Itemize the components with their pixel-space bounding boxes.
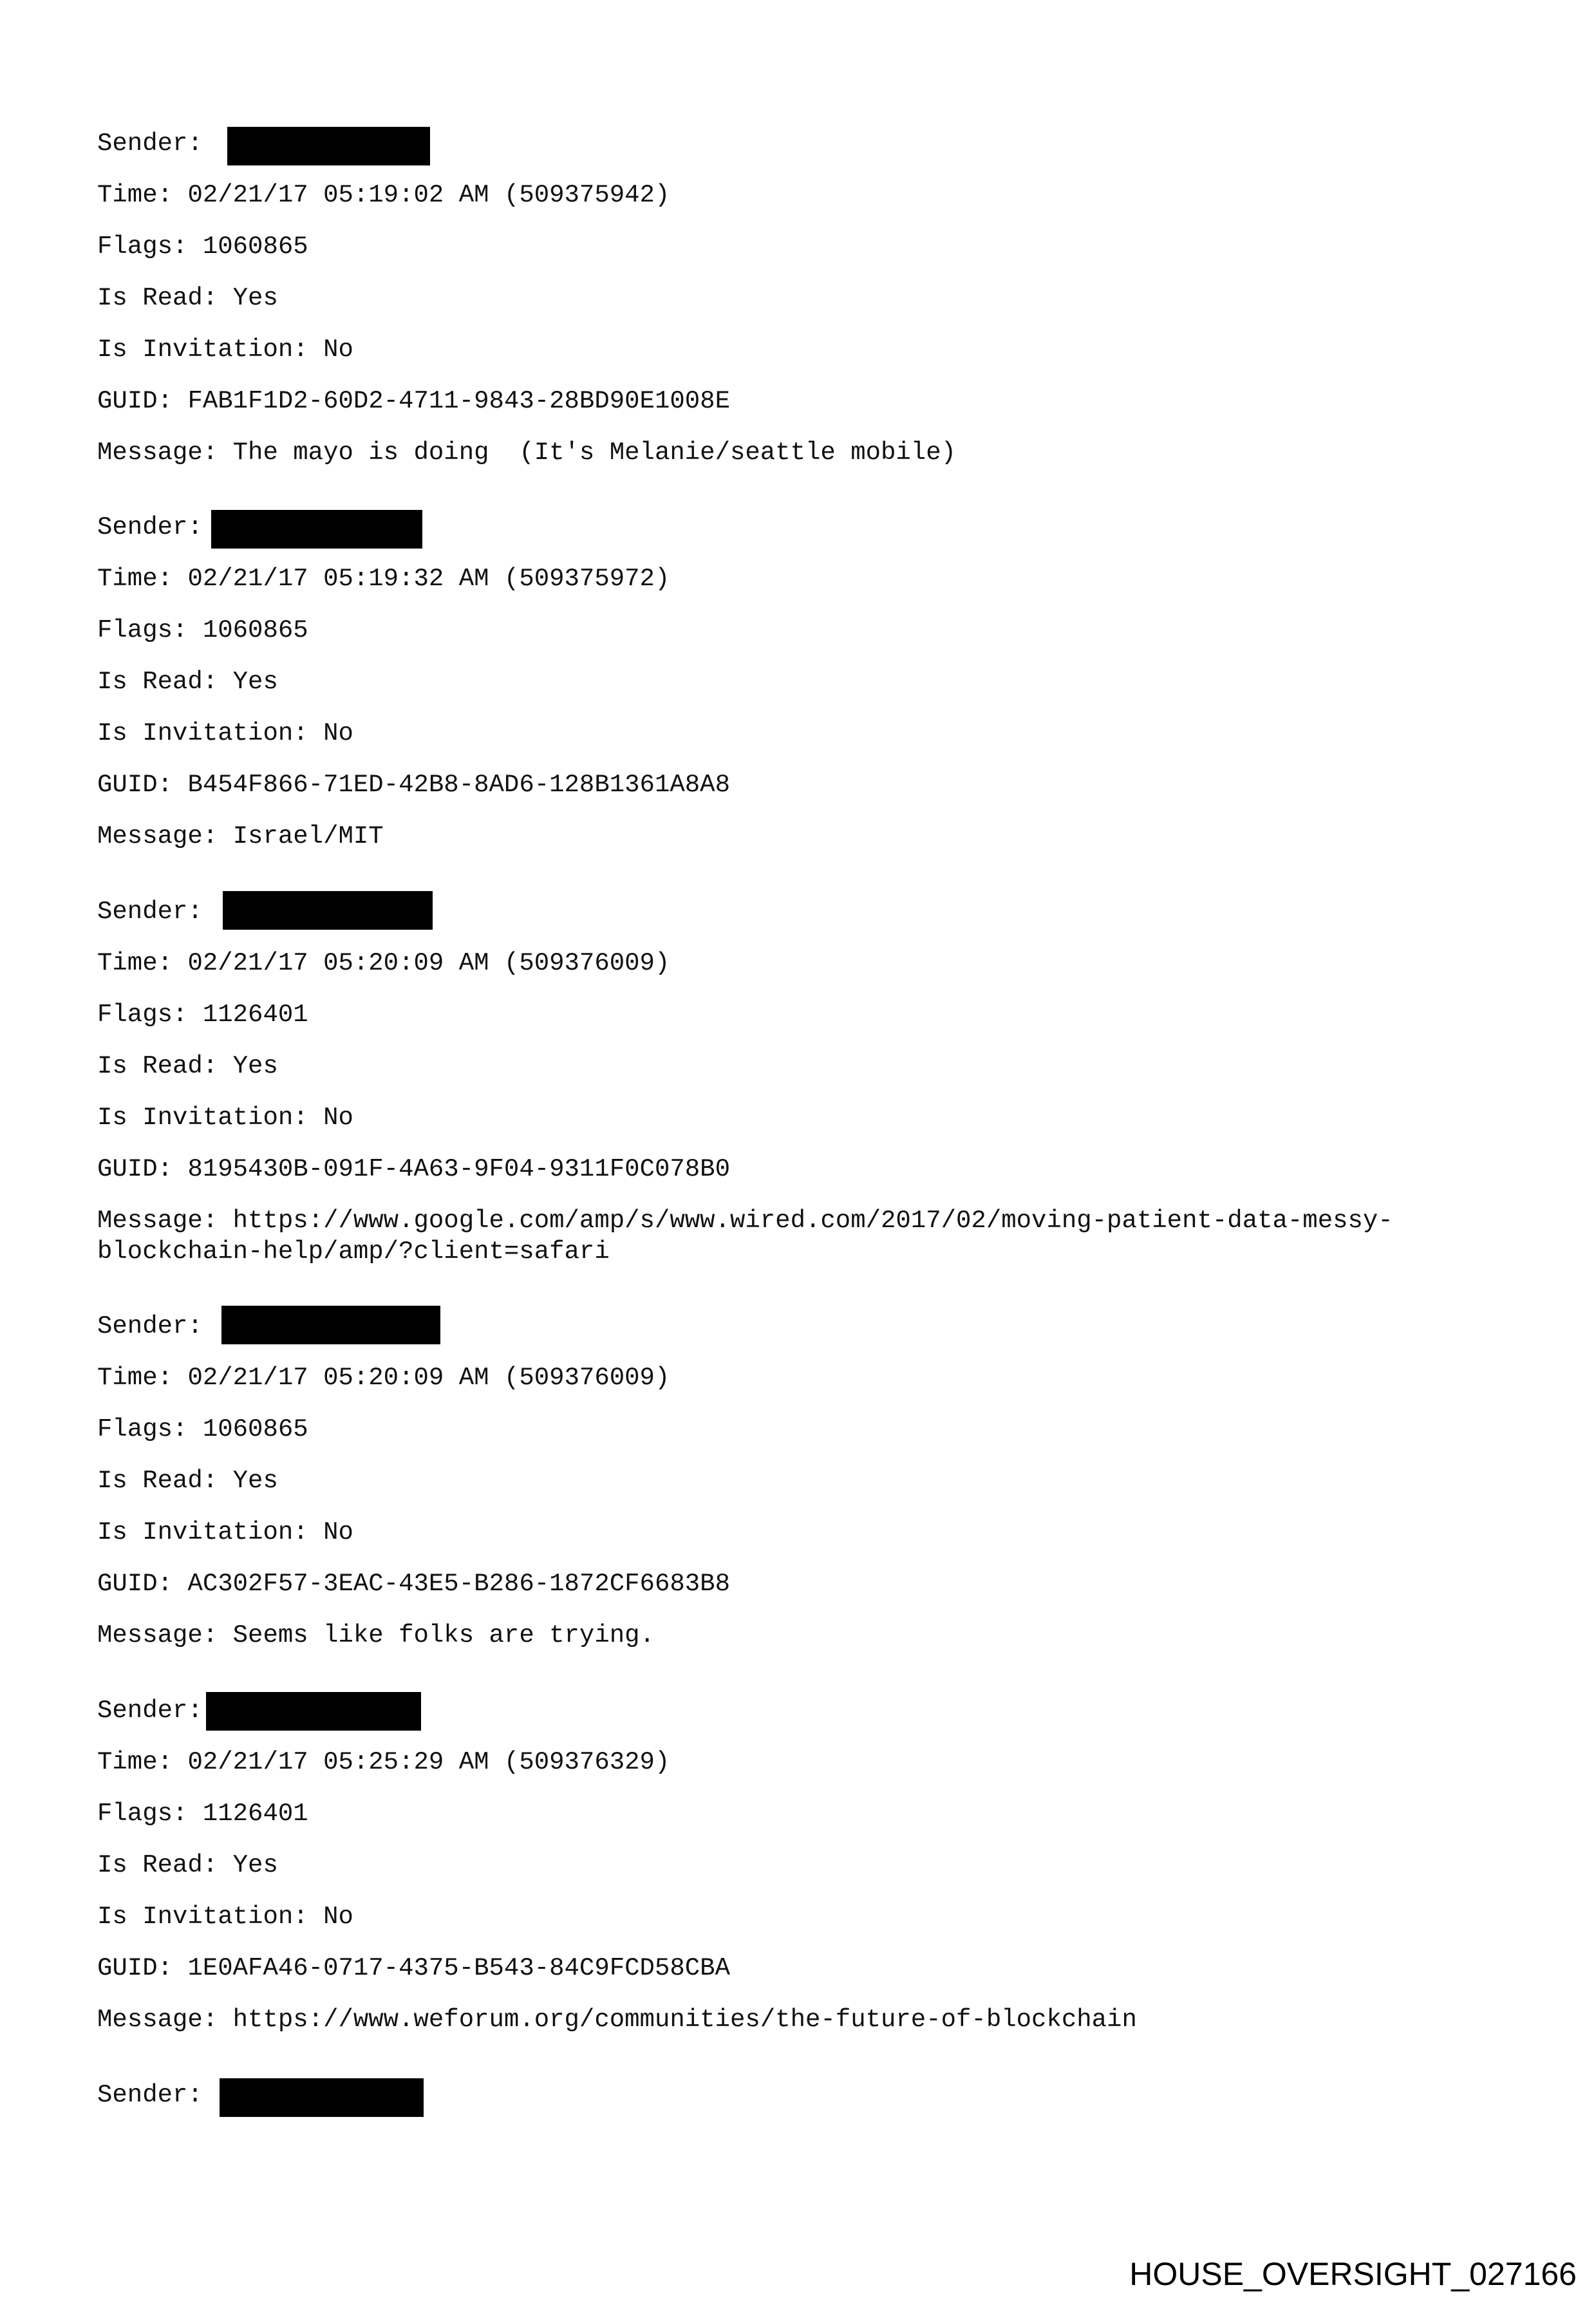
flags-value: 1060865	[202, 232, 308, 261]
flags-value: 1126401	[202, 1800, 308, 1828]
flags-label: Flags:	[97, 1800, 203, 1828]
message-link: https://www.google.com/amp/s/www.wired.com/2017/02/moving-patient-data-messy-	[232, 1207, 1393, 1235]
is-invitation-label: Is Invitation:	[97, 719, 324, 747]
is-invitation-label: Is Invitation:	[97, 1518, 324, 1546]
flags-line	[97, 1798, 308, 1829]
is-read-label: Is Read:	[97, 1052, 233, 1080]
message-continuation	[97, 1236, 610, 1267]
time-label: Time:	[97, 565, 188, 593]
is-invitation-line	[97, 334, 353, 365]
guid-value: 1E0AFA46-0717-4375-B543-84C9FCD58CBA	[187, 1954, 730, 1982]
is-read-value: Yes	[232, 284, 278, 312]
message-link-continuation: blockchain-help/amp/?client=safari	[97, 1237, 610, 1266]
message-label: Message:	[97, 1207, 233, 1235]
sender-label: Sender:	[97, 1312, 203, 1340]
guid-label: GUID:	[97, 387, 188, 415]
message-value: The mayo is doing (It's Melanie/seattle mobile)	[232, 438, 957, 467]
message-line	[97, 1620, 655, 1651]
message-line	[97, 437, 956, 468]
is-read-line	[97, 283, 278, 314]
is-invitation-value: No	[323, 335, 353, 364]
is-invitation-line	[97, 718, 353, 749]
message-label: Message:	[97, 2006, 233, 2034]
message-value: Israel/MIT	[232, 822, 384, 851]
is-read-line	[97, 1051, 278, 1082]
time-line	[97, 180, 670, 211]
guid-label: GUID:	[97, 1155, 188, 1183]
is-invitation-value: No	[323, 1903, 353, 1931]
message-value: Seems like folks are trying.	[232, 1621, 655, 1650]
guid-value: B454F866-71ED-42B8-8AD6-128B1361A8A8	[187, 771, 730, 799]
flags-value: 1126401	[202, 1001, 308, 1029]
guid-line	[97, 1154, 730, 1185]
is-invitation-label: Is Invitation:	[97, 335, 324, 364]
flags-label: Flags:	[97, 232, 203, 261]
time-label: Time:	[97, 949, 188, 977]
message-line	[97, 1205, 1393, 1236]
flags-label: Flags:	[97, 1415, 203, 1443]
sender-line	[97, 896, 203, 927]
is-invitation-line	[97, 1102, 353, 1133]
redaction-box	[221, 1306, 440, 1344]
redaction-box	[223, 891, 433, 930]
message-label: Message:	[97, 1621, 233, 1650]
time-label: Time:	[97, 181, 188, 209]
sender-label: Sender:	[97, 129, 203, 158]
bates-number: HOUSE_OVERSIGHT_027166	[1129, 2256, 1577, 2292]
flags-line	[97, 999, 308, 1030]
guid-label: GUID:	[97, 1954, 188, 1982]
is-read-line	[97, 666, 278, 697]
is-invitation-value: No	[323, 1518, 353, 1546]
time-value: 02/21/17 05:20:09 AM (509376009)	[187, 1364, 670, 1392]
flags-label: Flags:	[97, 1001, 203, 1029]
time-value: 02/21/17 05:19:32 AM (509375972)	[187, 565, 670, 593]
guid-value: AC302F57-3EAC-43E5-B286-1872CF6683B8	[187, 1570, 730, 1598]
message-line	[97, 2004, 1137, 2035]
redaction-box	[220, 2078, 424, 2117]
is-read-value: Yes	[232, 668, 278, 696]
message-link: https://www.weforum.org/communities/the-future-of-blockchain	[232, 2006, 1137, 2034]
flags-line	[97, 615, 308, 646]
sender-line	[97, 1311, 203, 1342]
is-invitation-label: Is Invitation:	[97, 1903, 324, 1931]
is-read-line	[97, 1465, 278, 1496]
redaction-box	[227, 127, 430, 165]
sender-label: Sender:	[97, 1697, 203, 1725]
is-read-label: Is Read:	[97, 1467, 233, 1495]
time-value: 02/21/17 05:25:29 AM (509376329)	[187, 1748, 670, 1776]
sender-label: Sender:	[97, 513, 203, 541]
time-line	[97, 1747, 670, 1778]
is-read-value: Yes	[232, 1851, 278, 1879]
sender-line	[97, 2080, 203, 2110]
sender-line	[97, 512, 203, 543]
is-read-label: Is Read:	[97, 284, 233, 312]
message-label: Message:	[97, 822, 233, 851]
is-read-value: Yes	[232, 1467, 278, 1495]
sender-label: Sender:	[97, 898, 203, 926]
is-invitation-line	[97, 1901, 353, 1932]
guid-line	[97, 386, 730, 417]
guid-value: 8195430B-091F-4A63-9F04-9311F0C078B0	[187, 1155, 730, 1183]
flags-line	[97, 1414, 308, 1445]
flags-value: 1060865	[202, 616, 308, 644]
time-line	[97, 948, 670, 979]
sender-line	[97, 1695, 203, 1726]
is-invitation-value: No	[323, 1104, 353, 1132]
sender-line	[97, 128, 203, 159]
is-read-label: Is Read:	[97, 1851, 233, 1879]
is-invitation-label: Is Invitation:	[97, 1104, 324, 1132]
flags-value: 1060865	[202, 1415, 308, 1443]
sender-label: Sender:	[97, 2081, 203, 2109]
time-line	[97, 563, 670, 594]
redaction-box	[211, 510, 422, 549]
time-label: Time:	[97, 1364, 188, 1392]
flags-label: Flags:	[97, 616, 203, 644]
is-invitation-value: No	[323, 719, 353, 747]
time-line	[97, 1362, 670, 1393]
guid-label: GUID:	[97, 1570, 188, 1598]
is-read-label: Is Read:	[97, 668, 233, 696]
guid-line	[97, 1953, 730, 1984]
message-line	[97, 821, 384, 852]
guid-line	[97, 769, 730, 800]
is-read-line	[97, 1850, 278, 1881]
time-value: 02/21/17 05:19:02 AM (509375942)	[187, 181, 670, 209]
flags-line	[97, 231, 308, 262]
message-label: Message:	[97, 438, 233, 467]
is-read-value: Yes	[232, 1052, 278, 1080]
guid-line	[97, 1568, 730, 1599]
is-invitation-line	[97, 1517, 353, 1548]
guid-value: FAB1F1D2-60D2-4711-9843-28BD90E1008E	[187, 387, 730, 415]
guid-label: GUID:	[97, 771, 188, 799]
time-label: Time:	[97, 1748, 188, 1776]
redaction-box	[206, 1692, 421, 1731]
time-value: 02/21/17 05:20:09 AM (509376009)	[187, 949, 670, 977]
